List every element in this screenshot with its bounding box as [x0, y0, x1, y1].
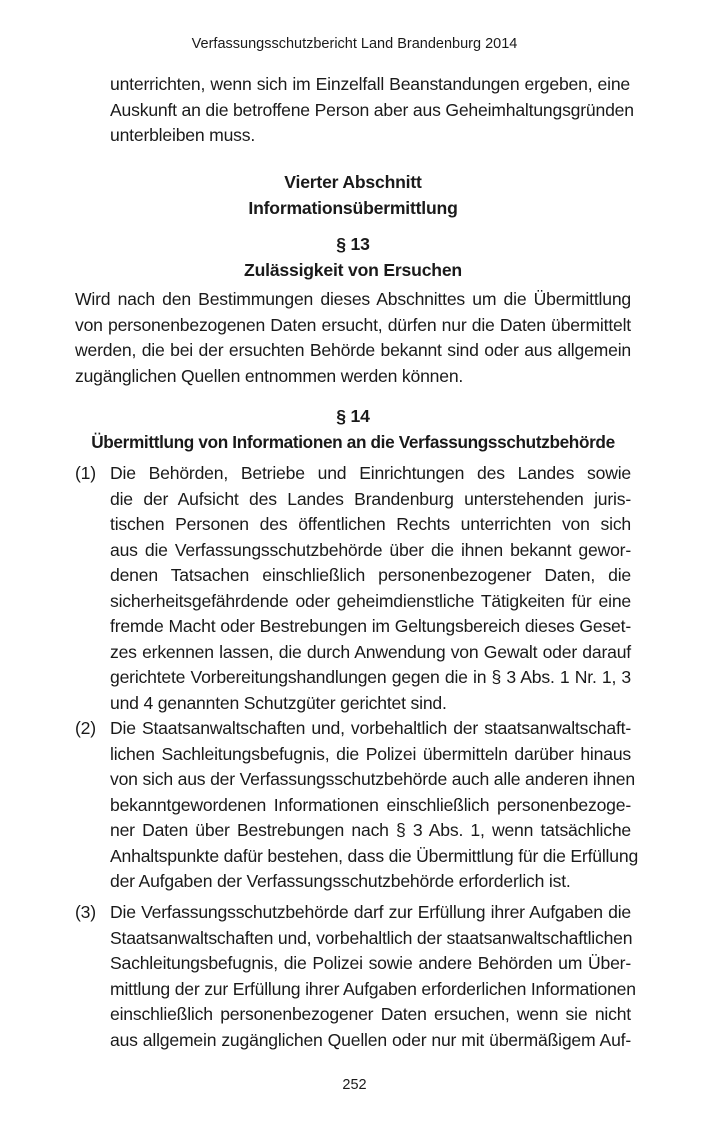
- text-line: fremde Macht oder Bestrebungen im Geltungsbereich dieses Geset-: [110, 616, 631, 636]
- text-line: ner Daten über Bestrebungen nach § 3 Abs. 1, wenn tatsächliche: [110, 820, 631, 840]
- text-line: und 4 genannten Schutzgüter gerichtet sind.: [110, 692, 447, 713]
- item-number: (3): [75, 902, 96, 922]
- text-line: mittlung der zur Erfüllung ihrer Aufgaben erforderlichen Informationen: [110, 978, 636, 999]
- paragraph-14-item-2: [75, 716, 639, 895]
- section-subtitle: Informationsübermittlung: [248, 198, 458, 218]
- item-text: [110, 716, 639, 895]
- text-line: aus allgemein zugänglichen Quellen oder nur mit übermäßigem Auf-: [110, 1029, 631, 1050]
- page-number: 252: [342, 1077, 367, 1093]
- paragraph-13-text: [75, 287, 631, 389]
- text-line: Staatsanwaltschaften und, vorbehaltlich der staatsanwaltschaftlichen: [110, 927, 633, 948]
- text-line: bekanntgewordenen Informationen einschließlich personenbezoge-: [110, 794, 631, 815]
- item-text: [110, 900, 636, 1053]
- text-line: Anhaltspunkte dafür bestehen, dass die Übermittlung für die Erfüllung: [110, 845, 639, 866]
- text-line: einschließlich personenbezogener Daten ersuchen, wenn sie nicht: [110, 1004, 631, 1024]
- paragraph-14-item-1: [75, 461, 631, 716]
- text-line: Die Staatsanwaltschaften und, vorbehaltlich der staatsanwaltschaft-: [110, 718, 631, 738]
- text-line: aus die Verfassungsschutzbehörde über die ihnen bekannt gewor-: [110, 539, 631, 560]
- text-line: tischen Personen des öffentlichen Rechts unterrichten von sich: [110, 514, 631, 534]
- text-line: von personenbezogenen Daten ersucht, dürfen nur die Daten übermittelt: [75, 314, 631, 335]
- text-line: Die Behörden, Betriebe und Einrichtungen des Landes sowie: [110, 463, 631, 483]
- text-line: von sich aus der Verfassungsschutzbehörde auch alle anderen ihnen: [110, 769, 635, 789]
- text-line: Auskunft an die betroffene Person aber aus Geheimhaltungsgründen: [110, 99, 634, 120]
- text-line: zes erkennen lassen, die durch Anwendung von Gewalt oder darauf: [110, 641, 631, 662]
- text-line: denen Tatsachen einschließlich personenbezogener Daten, die: [110, 565, 631, 585]
- running-header: Verfassungsschutzbericht Land Brandenburg 2014: [191, 36, 518, 52]
- paragraph-13-title: Zulässigkeit von Ersuchen: [244, 260, 462, 280]
- text-line: unterbleiben muss.: [110, 125, 256, 145]
- text-line: gerichtete Vorbereitungshandlungen gegen die in § 3 Abs. 1 Nr. 1, 3: [110, 667, 631, 687]
- text-line: unterrichten, wenn sich im Einzelfall Beanstandungen ergeben, eine: [110, 74, 630, 94]
- text-line: lichen Sachleitungsbefugnis, die Polizei übermitteln darüber hinaus: [110, 743, 631, 764]
- text-line: die der Aufsicht des Landes Brandenburg unterstehenden juris-: [110, 488, 631, 509]
- text-line: Wird nach den Bestimmungen dieses Abschnittes um die Übermittlung: [75, 289, 631, 309]
- text-line: Sachleitungsbefugnis, die Polizei sowie andere Behörden um Über-: [110, 953, 631, 973]
- text-line: zugänglichen Quellen entnommen werden können.: [75, 365, 464, 386]
- paragraph-14-title: Übermittlung von Informationen an die Verfassungsschutzbehörde: [91, 432, 615, 452]
- text-line: der Aufgaben der Verfassungsschutzbehörde erforderlich ist.: [110, 871, 571, 891]
- continuation-paragraph: [110, 72, 634, 149]
- paragraph-13-number: § 13: [336, 234, 370, 254]
- section-title: Vierter Abschnitt: [284, 172, 422, 192]
- text-line: Die Verfassungsschutzbehörde darf zur Erfüllung ihrer Aufgaben die: [110, 902, 631, 922]
- text-line: sicherheitsgefährdende oder geheimdienstliche Tätigkeiten für eine: [110, 590, 631, 611]
- item-number: (2): [75, 718, 96, 738]
- paragraph-14-item-3: [75, 900, 636, 1053]
- item-number: (1): [75, 463, 96, 483]
- paragraph-14-number: § 14: [336, 406, 370, 426]
- text-line: werden, die bei der ersuchten Behörde bekannt sind oder aus allgemein: [75, 340, 631, 360]
- item-text: [110, 461, 631, 716]
